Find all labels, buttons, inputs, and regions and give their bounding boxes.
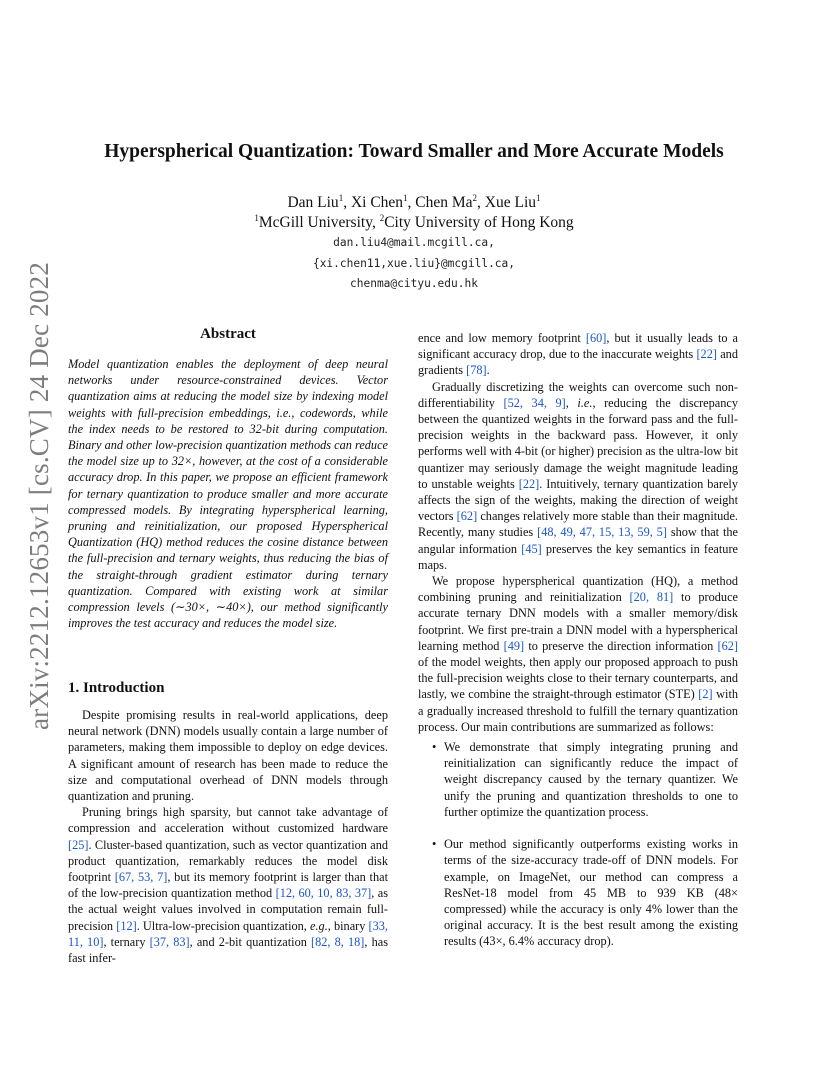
citation-link[interactable]: [37, 83] (149, 934, 190, 949)
italic-text: e.g. (310, 918, 328, 933)
citation-link[interactable]: [22] (518, 476, 540, 491)
affiliation-name: McGill University (258, 214, 372, 231)
email-line-3: chenma@cityu.edu.hk (350, 277, 478, 290)
contribution-list (418, 739, 738, 949)
affiliation-name: City University of Hong Kong (384, 214, 574, 231)
body-paragraph: Gradually discretizing the weights can overcome such non-differentiability [52, 34, 9], i.e., reducing the discrepancy between the quantized weights in the forward pass and the full-precision weights in the backward pass. However, it only performs well with 4-bit (or higher) precision as the ultra-low bit quantizer may seriously damage the weight magnitude leading to unstable weights [22]. Intuitively, ternary quantization barely affects the sign of the weights, making the direction of weight vectors [62] changes relatively more stable than their magnitude. Recently, many studies [48, 49, 47, 15, 13, 59, 5] show that the angular information [45] preserves the key semantics in feature maps. (418, 379, 739, 572)
email-line-1: dan.liu4@mail.mcgill.ca, (333, 236, 495, 249)
abstract-heading: Abstract (200, 326, 256, 342)
arxiv-id-text: arXiv:2212.12653v1 [cs.CV] 24 Dec 2022 (24, 261, 54, 730)
author-affiliation-mark: 1 (338, 192, 344, 203)
abstract-body: Model quantization enables the deployment of deep neural networks under resource-constrained devices. Vector quantization aims at reducing the model size by indexing model weights with full-precision embeddings, i.e., codewords, while the index needs to be restored to 32-bit during computation. Binary and other low-precision quantization methods can reduce the model size up to 32×, however, at the cost of a considerable accuracy drop. In this paper, we propose an efficient framework for ternary quantization to produce smaller and more accurate compressed models. By integrating hyperspherical learning, pruning and reinitialization, our proposed Hyperspherical Quantization (HQ) method reduces the cosine distance between the full-precision and ternary weights, thus reducing the bias of the straight-through gradient estimator during ternary quantization. Compared with existing work at similar compression levels (∼30×, ∼40×), our method significantly improves the test accuracy and reduces the model size. (68, 357, 388, 631)
citation-link[interactable]: [20, 81] (629, 590, 674, 605)
contribution-item: • Our method significantly outperforms existing works in terms of the size-accuracy trade-off of DNN models. For example, on ImageNet, our method can compress a ResNet-18 model from 45 MB to 939 KB (48× compressed) while the accuracy is only 4% lower than the original accuracy. It is the best result among the existing results (43×, 6.4% accuracy drop). (418, 836, 738, 949)
body-paragraph: Despite promising results in real-world applications, deep neural network (DNN) models usually contain a large number of parameters, making them impossible to deploy on edge devices. A significant amount of research has been made to reduce the size and computational overhead of DNN models through quantization and pruning. (68, 708, 388, 804)
affiliation-list: $^1$McGill University, $^2$City University of Hong Kong (254, 212, 574, 231)
contribution-item: • We demonstrate that simply integrating pruning and reinitialization can significantly reduce the impact of weight discrepancy caused by the ternary quantizer. We unify the pruning and quantization thresholds to one to further optimize the quantization process. (418, 739, 738, 820)
citation-link[interactable]: [2] (698, 687, 713, 702)
citation-link[interactable]: [45] (521, 541, 542, 556)
citation-link[interactable]: [12, 60, 10, 83, 37] (275, 886, 372, 901)
body-paragraph: Pruning brings high sparsity, but cannot take advantage of compression and acceleration without customized hardware [25]. Cluster-based quantization, such as vector quantization and product quantization, remarkably reduces the model disk footprint [67, 53, 7], but its memory footprint is larger than that of the low-precision quantization method [12, 60, 10, 83, 37], as the actual weight values involved in computation remain full-precision [12]. Ultra-low-precision quantization, e.g., binary [33, 11, 10], ternary [37, 83], and 2-bit quantization [82, 8, 18], has fast infer- (68, 805, 388, 966)
affiliation-mark: 2 (379, 212, 385, 223)
author-list: Dan Liu$^1$, Xi Chen$^1$, Chen Ma$^2$, Xue Liu$^1$ (287, 192, 541, 211)
citation-link[interactable]: [78] (466, 363, 487, 378)
citation-link[interactable]: [60] (585, 331, 607, 345)
body-paragraph: We propose hyperspherical quantization (HQ), a method combining pruning and reinitialization [20, 81] to produce accurate ternary DNN models with a smaller memory/disk footprint. We first pre-train a DNN model with a hyperspherical learning method [49] to preserve the direction information [62] of the model weights, then apply our proposed approach to push the full-precision weights close to their ternary counterparts, and lastly, we combine the straight-through estimator (STE) [2] with a gradually increased threshold to fulfill the ternary quantization process. Our main contributions are summarized as follows: (418, 574, 739, 734)
citation-link[interactable]: [49] (503, 638, 525, 653)
citation-link[interactable]: [52, 34, 9] (503, 395, 566, 410)
author-name: Chen Ma (415, 194, 473, 211)
author-affiliation-mark: 1 (403, 192, 408, 203)
section-heading-introduction: 1. Introduction (68, 680, 165, 696)
author-name: Xue Liu (484, 194, 537, 211)
affiliation-mark: 1 (254, 212, 259, 223)
right-column (418, 330, 738, 966)
author-affiliation-mark: 2 (472, 192, 478, 203)
right-column-paragraphs (418, 330, 738, 735)
author-name: Xi Chen (350, 194, 404, 211)
citation-link[interactable]: [62] (717, 638, 738, 653)
citation-link[interactable]: [12] (116, 918, 137, 933)
paper-title: Hyperspherical Quantization: Toward Smaller and More Accurate Models (104, 141, 724, 162)
italic-text: i.e. (577, 395, 593, 410)
introduction-left-column (68, 707, 388, 966)
citation-link[interactable]: [67, 53, 7] (114, 870, 168, 885)
body-paragraph: ence and low memory footprint [60], but it usually leads to a significant accuracy drop, due to the inaccurate weights [22] and gradients [78]. (418, 331, 738, 378)
citation-link[interactable]: [22] (696, 347, 717, 362)
citation-link[interactable]: [48, 49, 47, 15, 13, 59, 5] (537, 525, 667, 540)
citation-link[interactable]: [33, 11, 10] (68, 918, 388, 949)
author-affiliation-mark: 1 (536, 192, 541, 203)
email-line-2: {xi.chen11,xue.liu}@mcgill.ca, (312, 257, 516, 270)
citation-link[interactable]: [62] (456, 509, 478, 524)
citation-link[interactable]: [82, 8, 18] (311, 934, 365, 949)
citation-link[interactable]: [25] (68, 837, 89, 852)
author-name: Dan Liu (287, 194, 339, 211)
